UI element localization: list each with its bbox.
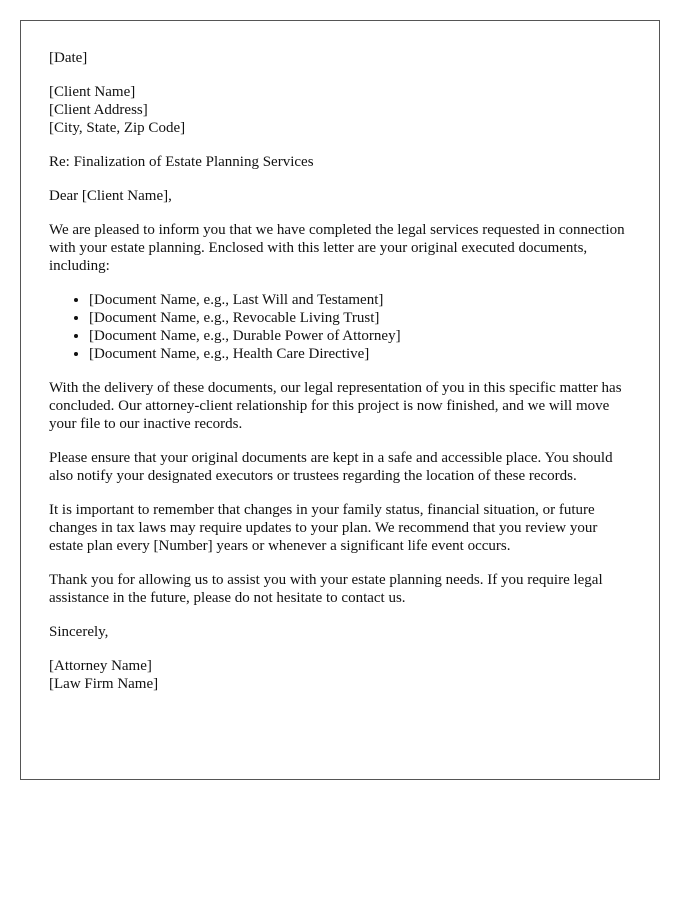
law-firm-name: [Law Firm Name] bbox=[49, 676, 159, 692]
thanks-paragraph: Thank you for allowing us to assist you with your estate planning needs. If you require legal assistance in the future, please do not hesitate to contact us. bbox=[49, 572, 603, 606]
subject-line: Re: Finalization of Estate Planning Services bbox=[49, 154, 314, 170]
document-list-item: • [Document Name, e.g., Last Will and Testament] bbox=[89, 291, 633, 309]
document-list-item: • [Document Name, e.g., Durable Power of Attorney] bbox=[89, 327, 633, 345]
document-list bbox=[49, 291, 633, 363]
letter-body bbox=[49, 49, 633, 709]
letter-date: [Date] bbox=[49, 50, 88, 66]
signature-block bbox=[49, 657, 633, 693]
letter-page bbox=[20, 20, 660, 780]
safekeeping-paragraph: Please ensure that your original documents are kept in a safe and accessible place. You should also notify your designated executors or trustees regarding the location of these records. bbox=[49, 450, 613, 484]
client-address: [Client Address] bbox=[49, 102, 148, 118]
document-list-item: • [Document Name, e.g., Health Care Directive] bbox=[89, 345, 633, 363]
client-city-state-zip: [City, State, Zip Code] bbox=[49, 120, 186, 136]
attorney-name: [Attorney Name] bbox=[49, 658, 152, 674]
document-list-item: • [Document Name, e.g., Revocable Living Trust] bbox=[89, 309, 633, 327]
representation-paragraph: With the delivery of these documents, our legal representation of you in this specific matter has concluded. Our attorney-client relationship for this project is now finished, and we will move your file to our inactive records. bbox=[49, 380, 622, 432]
client-name: [Client Name] bbox=[49, 84, 136, 100]
closing: Sincerely, bbox=[49, 624, 109, 640]
updates-paragraph: It is important to remember that changes in your family status, financial situation, or future changes in tax laws may require updates to your plan. We recommend that you review your estate plan every [Number] years or whenever a significant life event occurs. bbox=[49, 502, 598, 554]
salutation: Dear [Client Name], bbox=[49, 188, 172, 204]
client-address-block bbox=[49, 83, 633, 137]
intro-paragraph: We are pleased to inform you that we have completed the legal services requested in connection with your estate planning. Enclosed with this letter are your original executed documents, including: bbox=[49, 222, 625, 274]
